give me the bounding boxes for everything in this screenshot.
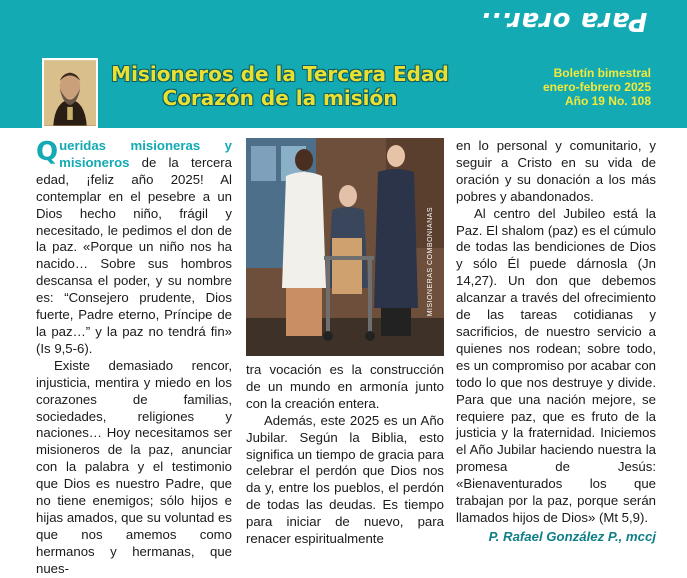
founder-portrait bbox=[42, 58, 98, 128]
article-column-3 bbox=[456, 138, 656, 546]
paragraph-1-text: de la tercera edad, ¡feliz año 2025! Al contemplar en el pesebre a un Dios hecho niño, frágil y necesitado, le pedimos el don de la paz. «Porque un niño nos ha nacido… Sobre sus hombros descansa el poder, y su nombre es: “Consejero prudente, Dios fuerte, Padre eterno, Príncipe de la paz…” y la paz no tendrá fin» (Is 9,5-6). bbox=[36, 154, 232, 356]
article-column-1 bbox=[36, 138, 232, 578]
section-label: Para orar... bbox=[479, 6, 647, 36]
bulletin-info bbox=[543, 66, 651, 108]
article-photo bbox=[246, 138, 444, 356]
paragraph-1 bbox=[36, 138, 232, 358]
section-tab bbox=[0, 0, 687, 40]
paragraph-2: Existe demasiado rencor, injusticia, mentira y miedo en los corazones de familias, sociedades, religiones y naciones… Hoy necesitamos ser misioneros de la paz, anunciar con la palabra y el testimonio que Dios es nuestro Padre, que no tiene enemigos; sólo hijos e hijas amados, que su voluntad es que nos amemos como hermanos y hermanas, que nues- bbox=[36, 357, 232, 576]
page-title bbox=[110, 62, 450, 110]
paragraph-3: Además, este 2025 es un Año Jubilar. Según la Biblia, esto significa un tiempo de gracia para celebrar el perdón que Dios nos da y, entre los pueblos, el perdón de todas las deudas. Es tiempo para iniciar de nuevo, para renacer espiritualmente bbox=[246, 412, 444, 547]
drop-cap: Q bbox=[36, 137, 59, 167]
article-column-2 bbox=[246, 138, 444, 548]
portrait-icon bbox=[44, 60, 96, 126]
paragraph-3-continued: en lo personal y comunitario, y seguir a Cristo en su vida de oración y su donación a los más pobres y abandonados. bbox=[456, 138, 656, 204]
paragraph-2-continued: tra vocación es la construcción de un mundo en armonía junto con la creación entera. bbox=[246, 362, 444, 411]
bulletin-line-1: Boletín bimestral bbox=[553, 66, 651, 80]
bulletin-line-3: Año 19 No. 108 bbox=[564, 94, 651, 108]
photo-three-women-walker-icon bbox=[246, 138, 444, 356]
title-line-1: Misioneros de la Tercera Edad bbox=[111, 62, 449, 86]
photo-credit: MISIONERAS COMBONIANAS bbox=[427, 206, 435, 316]
author-signature: P. Rafael González P., mccj bbox=[488, 528, 656, 544]
title-line-2: Corazón de la misión bbox=[162, 86, 398, 110]
lead-words: ueridas misioneras y misioneros bbox=[59, 138, 232, 170]
paragraph-4: Al centro del Jubileo está la Paz. El shalom (paz) es el cúmulo de todas las bendiciones de Dios y sólo Él puede dárnosla (Jn 14,27). Un don que debemos alcanzar a través del ofrecimiento de las tareas cotidianas y sacrificios, de nuestro servicio a quienes nos rodean; sobre todo, es un compromiso por acabar con todo lo que nos destruye y divide. Para que una nación mejore, se requiere paz, que es fruto de la justicia y la fraternidad. Iniciemos el Año Jubilar haciendo nuestra la promesa de Jesús: «Bienaventurados los que trabajan por la paz, porque serán llamados hijos de Dios» (Mt 5,9). bbox=[456, 205, 656, 525]
bulletin-line-2: enero-febrero 2025 bbox=[542, 80, 651, 94]
